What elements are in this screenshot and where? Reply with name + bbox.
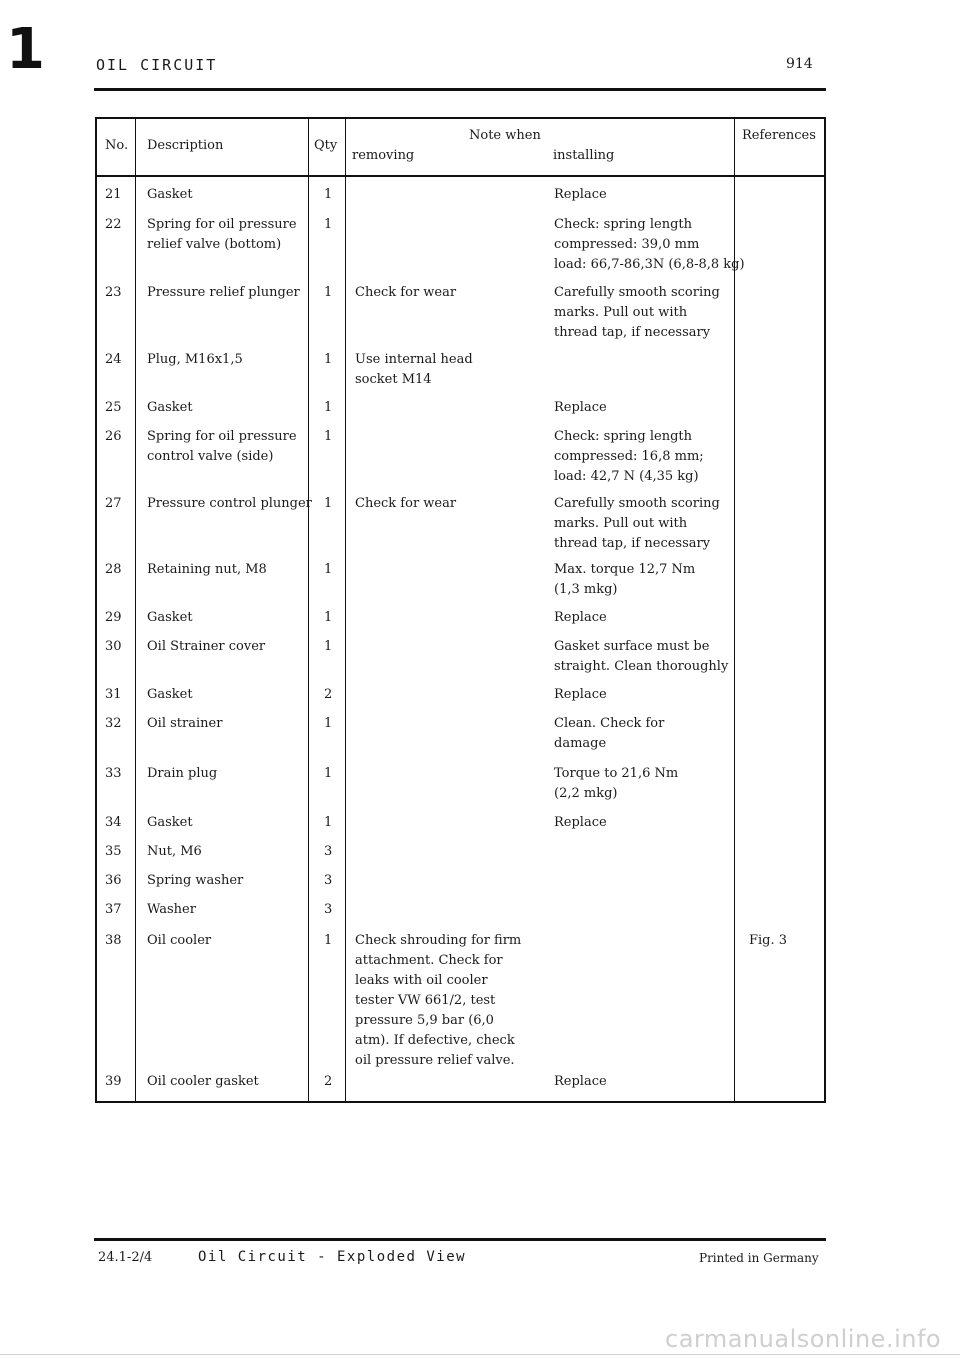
cell-installing: Check: spring length compressed: 16,8 mm; load: 42,7 N (4,35 kg) xyxy=(554,429,704,484)
column-divider xyxy=(308,119,309,1101)
cell-description: Oil strainer xyxy=(147,716,223,731)
cell-removing: Check for wear xyxy=(355,496,457,511)
cell-installing: Max. torque 12,7 Nm (1,3 mkg) xyxy=(554,562,696,597)
cell-qty: 1 xyxy=(324,400,333,415)
cell-no: 30 xyxy=(105,639,122,654)
cell-no: 24 xyxy=(105,352,122,367)
cell-description: Washer xyxy=(147,902,196,917)
column-divider xyxy=(345,119,346,1101)
cell-installing: Gasket surface must be straight. Clean thoroughly xyxy=(554,639,729,674)
cell-description: Gasket xyxy=(147,187,193,202)
cell-description: Oil Strainer cover xyxy=(147,639,266,654)
cell-qty: 1 xyxy=(324,496,333,511)
cell-qty: 2 xyxy=(324,1074,333,1089)
cell-qty: 1 xyxy=(324,217,333,232)
column-divider xyxy=(135,119,136,1101)
cell-qty: 1 xyxy=(324,815,333,830)
header-description: Description xyxy=(147,138,224,153)
watermark: carmanualsonline.info xyxy=(665,1325,942,1353)
cell-qty: 1 xyxy=(324,352,333,367)
cell-qty: 1 xyxy=(324,716,333,731)
cell-no: 39 xyxy=(105,1074,122,1089)
cell-description: Oil cooler gasket xyxy=(147,1074,259,1089)
cell-qty: 2 xyxy=(324,687,333,702)
cell-description: Spring for oil pressure relief valve (bottom) xyxy=(147,217,297,252)
cell-installing: Carefully smooth scoring marks. Pull out with thread tap, if necessary xyxy=(554,496,720,551)
cell-no: 32 xyxy=(105,716,122,731)
cell-removing: Check shrouding for firm attachment. Check for leaks with oil cooler tester VW 661/2, test pressure 5,9 bar (6,0 atm). If defective, check oil pressure relief valve. xyxy=(355,933,522,1068)
cell-no: 33 xyxy=(105,766,122,781)
cell-qty: 3 xyxy=(324,902,333,917)
model-number: 914 xyxy=(786,56,813,72)
cell-description: Drain plug xyxy=(147,766,218,781)
cell-qty: 3 xyxy=(324,873,333,888)
cell-no: 28 xyxy=(105,562,122,577)
cell-qty: 3 xyxy=(324,844,333,859)
cell-no: 27 xyxy=(105,496,122,511)
header-references: References xyxy=(742,128,816,143)
cell-description: Pressure control plunger xyxy=(147,496,312,511)
header-no: No. xyxy=(105,138,129,153)
cell-installing: Replace xyxy=(554,400,607,415)
cell-description: Gasket xyxy=(147,815,193,830)
parts-table xyxy=(95,117,826,1103)
cell-description: Retaining nut, M8 xyxy=(147,562,267,577)
cell-description: Plug, M16x1,5 xyxy=(147,352,243,367)
cell-installing: Replace xyxy=(554,687,607,702)
cell-qty: 1 xyxy=(324,610,333,625)
cell-installing: Replace xyxy=(554,1074,607,1089)
cell-installing: Torque to 21,6 Nm (2,2 mkg) xyxy=(554,766,679,801)
cell-no: 26 xyxy=(105,429,122,444)
cell-installing: Check: spring length compressed: 39,0 mm load: 66,7-86,3N (6,8-8,8 kg) xyxy=(554,217,745,272)
cell-qty: 1 xyxy=(324,285,333,300)
footer-code: 24.1-2/4 xyxy=(98,1250,153,1265)
cell-qty: 1 xyxy=(324,933,333,948)
cell-no: 31 xyxy=(105,687,122,702)
header-note-when: Note when xyxy=(469,128,541,143)
footer-printed: Printed in Germany xyxy=(699,1251,819,1265)
footer-title: Oil Circuit - Exploded View xyxy=(198,1249,467,1265)
cell-description: Spring washer xyxy=(147,873,244,888)
cell-no: 29 xyxy=(105,610,122,625)
cell-qty: 1 xyxy=(324,639,333,654)
cell-removing: Check for wear xyxy=(355,285,457,300)
cell-no: 35 xyxy=(105,844,122,859)
cell-qty: 1 xyxy=(324,429,333,444)
cell-description: Oil cooler xyxy=(147,933,212,948)
cell-installing: Clean. Check for damage xyxy=(554,716,665,751)
header-installing: installing xyxy=(553,148,615,163)
header-removing: removing xyxy=(352,148,415,163)
cell-installing: Replace xyxy=(554,187,607,202)
cell-installing: Carefully smooth scoring marks. Pull out with thread tap, if necessary xyxy=(554,285,720,340)
cell-description: Nut, M6 xyxy=(147,844,202,859)
cell-description: Gasket xyxy=(147,400,193,415)
cell-qty: 1 xyxy=(324,187,333,202)
header-qty: Qty xyxy=(314,138,338,153)
cell-description: Pressure relief plunger xyxy=(147,285,300,300)
cell-references: Fig. 3 xyxy=(749,933,788,948)
cell-no: 34 xyxy=(105,815,122,830)
section-title: OIL CIRCUIT xyxy=(96,56,218,74)
cell-description: Spring for oil pressure control valve (side) xyxy=(147,429,297,464)
cell-no: 38 xyxy=(105,933,122,948)
cell-no: 36 xyxy=(105,873,122,888)
cell-description: Gasket xyxy=(147,687,193,702)
cell-no: 37 xyxy=(105,902,122,917)
cell-description: Gasket xyxy=(147,610,193,625)
cell-installing: Replace xyxy=(554,815,607,830)
footer-rule xyxy=(94,1238,826,1241)
cell-qty: 1 xyxy=(324,562,333,577)
cell-no: 25 xyxy=(105,400,122,415)
bottom-line xyxy=(0,1354,960,1355)
header-rule xyxy=(94,88,826,91)
cell-removing: Use internal head socket M14 xyxy=(355,352,473,387)
header-divider xyxy=(97,175,824,177)
cell-no: 23 xyxy=(105,285,122,300)
cell-no: 21 xyxy=(105,187,122,202)
cell-no: 22 xyxy=(105,217,122,232)
cell-installing: Replace xyxy=(554,610,607,625)
cell-qty: 1 xyxy=(324,766,333,781)
section-number: 1 xyxy=(6,17,45,82)
